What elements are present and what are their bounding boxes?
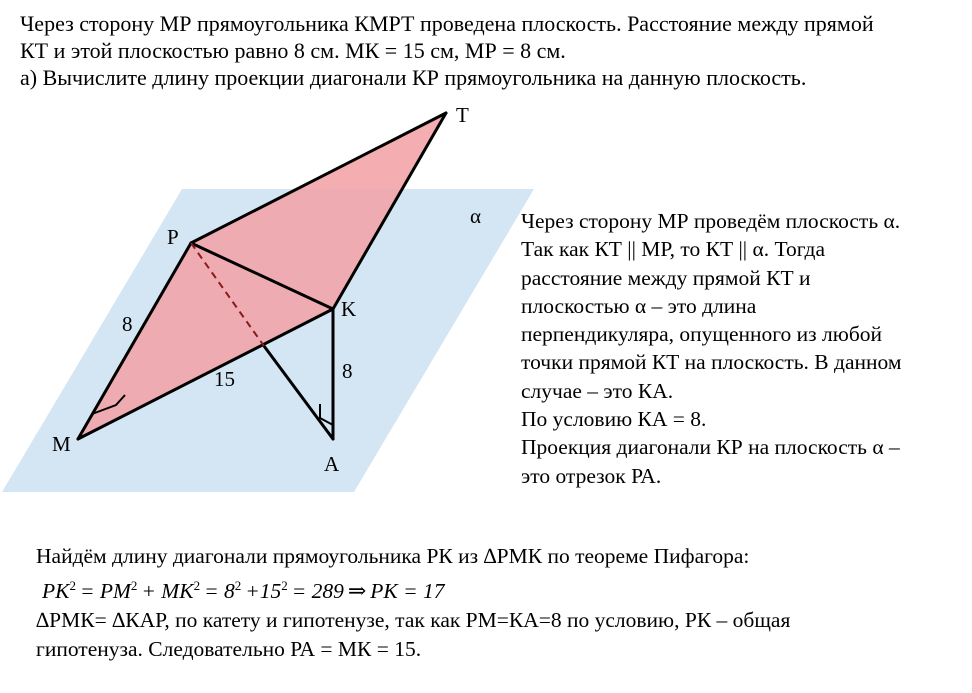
formula-term: PK: [42, 579, 70, 604]
vertex-label-t: T: [456, 103, 469, 127]
formula-term: = 8: [204, 579, 235, 604]
vertex-label-m: M: [52, 432, 71, 456]
explanation-line: Проекция диагонали КР на плоскость α –: [521, 435, 900, 460]
edge-label-ka: 8: [342, 359, 353, 383]
vertex-label-p: P: [167, 225, 179, 249]
edge-label-mk: 15: [214, 367, 235, 391]
formula-exponent: 2: [130, 578, 138, 593]
explanation-line: Так как КТ || МР, то КТ || α. Тогда: [521, 237, 825, 262]
solution-line-1: Найдём длину диагонали прямоугольника РК из ∆РМК по теореме Пифагора:: [36, 544, 750, 568]
pythagoras-formula: [36, 571, 966, 606]
problem-line-3: а) Вычислите длину проекции диагонали КР прямоугольника на данную плоскость.: [20, 65, 807, 90]
solution-line-3: ∆РМК= ∆КАР, по катету и гипотенузе, так как РМ=КА=8 по условию, РК – общая: [36, 608, 791, 633]
explanation-line: случае – это КА.: [521, 378, 674, 403]
solution-line-4: гипотенуза. Следовательно РА = МК = 15.: [36, 637, 422, 662]
formula-result: PK = 17: [370, 579, 445, 604]
formula-term: = PM: [79, 579, 131, 604]
explanation-line: расстояние между прямой КТ и: [521, 265, 811, 290]
problem-line-1: Через сторону МР прямоугольника КМРТ проведена плоскость. Расстояние между прямой: [20, 11, 874, 36]
explanation-line: это отрезок РА.: [521, 463, 662, 488]
implies-arrow: ⇒: [347, 578, 367, 604]
formula-exponent: 2: [69, 578, 76, 593]
formula-term: = 289: [291, 579, 344, 604]
explanation-line: перпендикуляра, опущенного из любой: [521, 322, 883, 347]
formula-term: +15: [245, 579, 282, 604]
formula-exponent: 2: [193, 578, 201, 593]
edge-label-pm: 8: [122, 312, 133, 336]
plane-label-alpha: α: [470, 204, 482, 228]
formula-exponent: 2: [234, 578, 242, 593]
explanation-line: точки прямой КТ на плоскость. В данном: [521, 350, 902, 375]
explanation-line: По условию КА = 8.: [521, 407, 707, 432]
explanation-line: Через сторону МР проведём плоскость α.: [521, 209, 901, 233]
formula-term: + MK: [141, 579, 194, 604]
vertex-label-a: A: [324, 452, 340, 476]
explanation-text: [521, 207, 966, 490]
vertex-label-k: K: [341, 297, 357, 321]
explanation-line: плоскостью α – это длина: [521, 293, 757, 318]
problem-line-2: КТ и этой плоскостью равно 8 см. МК = 15 см, МР = 8 см.: [20, 38, 566, 63]
formula-exponent: 2: [281, 578, 288, 593]
solution-text: [36, 542, 966, 664]
